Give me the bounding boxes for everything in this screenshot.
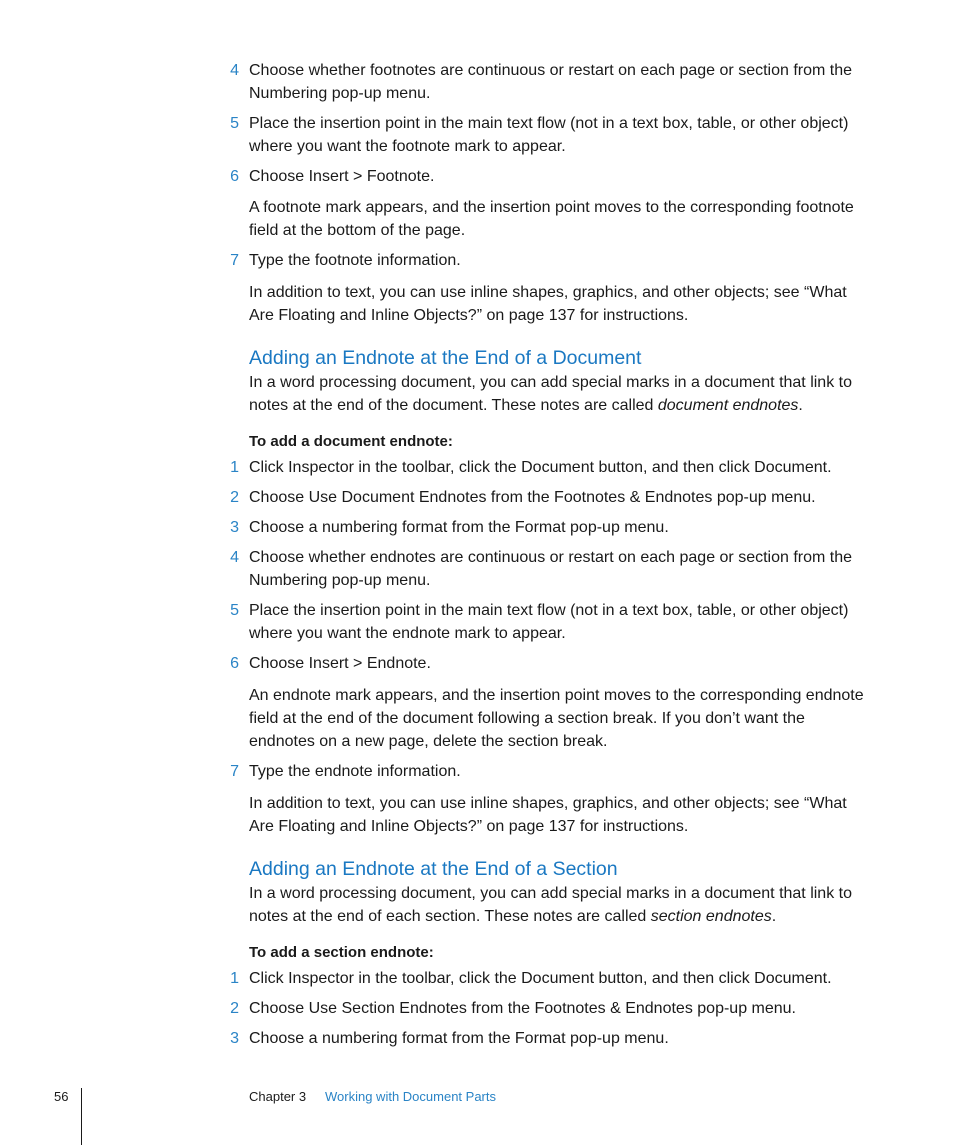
step-number: 2 [230,489,239,506]
step-text: Type the endnote information. [249,763,461,780]
task-title: To add a section endnote: [249,944,434,961]
step-note: In addition to text, you can use inline shapes, graphics, and other objects; see “What Are Floating and Inline Objects?” on page 137 for instructions. [249,795,847,835]
intro-end: . [798,397,803,414]
step-text: Place the insertion point in the main text flow (not in a text box, table, or other object) where you want the footnote mark to appear. [249,115,849,155]
step-item [230,112,874,158]
step-item [230,652,874,675]
section-intro [249,882,874,928]
step-text: Choose a numbering format from the Format pop-up menu. [249,519,669,536]
step-number: 1 [230,970,239,987]
step-number: 5 [230,115,239,132]
footer-divider [81,1088,82,1145]
section-heading: Adding an Endnote at the End of a Section [249,858,618,880]
footer-chapter-title: Working with Document Parts [325,1089,496,1104]
intro-text: In a word processing document, you can add special marks in a document that link to notes at the end of each section. These notes are called [249,885,852,925]
section-heading: Adding an Endnote at the End of a Document [249,347,642,369]
intro-end: . [771,908,777,925]
step-text: Click Inspector in the toolbar, click the Document button, and then click Document. [249,970,832,987]
step-text: Choose Insert > Endnote. [249,655,431,672]
step-note: An endnote mark appears, and the insertion point moves to the corresponding endnote field at the end of the document following a section break. If you don’t want the endnotes on a new page, delete the section break. [249,687,864,750]
step-item [230,760,874,783]
step-number: 1 [230,459,239,476]
intro-text: In a word processing document, you can add special marks in a document that link to notes at the end of the document. These notes are called [249,374,852,414]
step-item [230,59,874,105]
step-number: 3 [230,519,239,536]
footer-chapter-label: Chapter 3 [249,1089,307,1104]
intro-italic-term: section endnotes [650,908,772,925]
step-item [230,486,874,509]
step-item [230,456,874,479]
step-number: 5 [230,602,239,619]
step-note: A footnote mark appears, and the insertion point moves to the corresponding footnote field at the bottom of the page. [249,199,854,239]
step-text: Choose whether endnotes are continuous or restart on each page or section from the Numbering pop-up menu. [249,549,853,589]
intro-italic-term: document endnotes [657,397,799,414]
page-number: 56 [54,1089,69,1104]
section-intro [249,371,874,417]
step-text: Place the insertion point in the main text flow (not in a text box, table, or other object) where you want the endnote mark to appear. [249,602,849,642]
step-number: 7 [230,252,239,269]
step-item [230,599,874,645]
step-item [230,516,874,539]
task-title: To add a document endnote: [249,433,453,450]
step-text: Click Inspector in the toolbar, click the Document button, and then click Document. [249,459,832,476]
step-text: Type the footnote information. [249,252,461,269]
step-text: Choose a numbering format from the Format pop-up menu. [249,1030,669,1047]
step-number: 3 [230,1030,239,1047]
step-text: Choose Insert > Footnote. [249,168,435,185]
step-number: 4 [230,549,239,566]
step-note: In addition to text, you can use inline shapes, graphics, and other objects; see “What Are Floating and Inline Objects?” on page 137 for instructions. [249,284,847,324]
step-item [230,967,874,990]
step-number: 2 [230,1000,239,1017]
step-text: Choose whether footnotes are continuous or restart on each page or section from the Numbering pop-up menu. [249,62,853,102]
step-item [230,1027,874,1050]
step-item [230,249,874,272]
step-number: 4 [230,62,239,79]
step-number: 6 [230,655,239,672]
step-item [230,165,874,188]
step-item [230,546,874,592]
step-text: Choose Use Document Endnotes from the Footnotes & Endnotes pop-up menu. [249,489,816,506]
step-number: 7 [230,763,239,780]
step-item [230,997,874,1020]
step-number: 6 [230,168,239,185]
step-text: Choose Use Section Endnotes from the Footnotes & Endnotes pop-up menu. [249,1000,796,1017]
